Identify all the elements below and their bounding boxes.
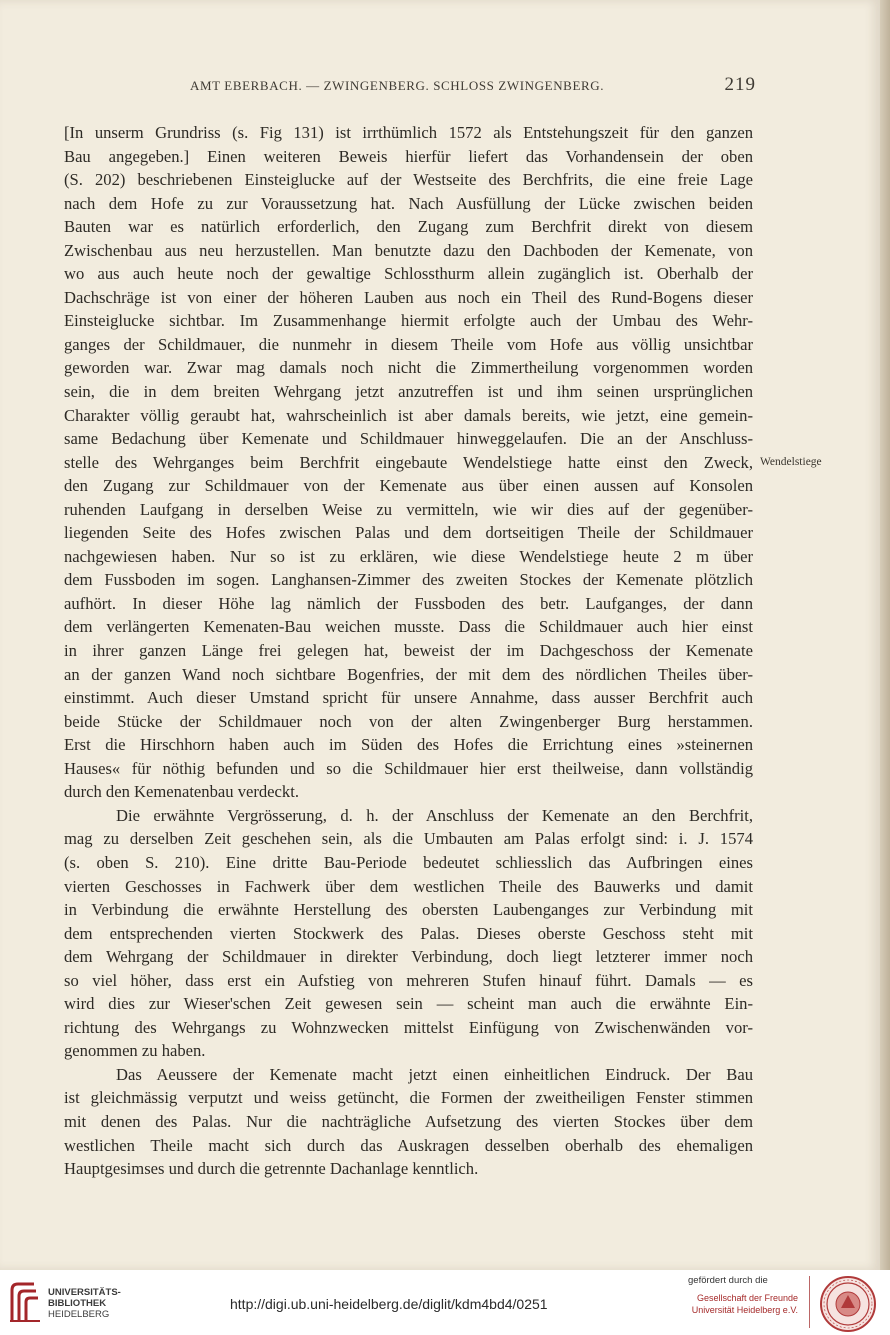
text-line: westlichen Theile macht sich durch das Auskragen desselben oberhalb des ehemaligen — [64, 1135, 753, 1155]
text-line: richtung des Wehrgangs zu Wohnzwecken mittelst Einfügung von Zwischenwänden vor- — [64, 1017, 753, 1037]
text-line: geworden war. Zwar mag damals noch nicht die Zimmertheilung vorgenommen worden — [64, 358, 753, 378]
text-line: nachgewiesen haben. Nur so ist zu erklären, wie diese Wendelstiege heute 2 m über — [64, 546, 753, 566]
text-line: mag zu derselben Zeit geschehen sein, als die Umbauten am Palas erfolgt sind: i. J. 1574 — [64, 829, 753, 849]
text-line: mit denen des Palas. Nur die nachträgliche Aufsetzung des vierten Stockes über dem — [64, 1111, 753, 1131]
text-line: dem Fussboden im sogen. Langhansen-Zimmer des zweiten Stockes der Kemenate plötzlich — [64, 570, 753, 590]
library-name — [48, 1287, 121, 1320]
text-line: durch den Kemenatenbau verdeckt. — [64, 782, 299, 802]
text-line: so viel höher, dass erst ein Aufstieg von mehreren Stufen hinauf führt. Damals — es — [64, 970, 753, 990]
text-line: liegenden Seite des Hofes zwischen Palas und dem dortseitigen Theile der Schildmauer — [64, 523, 753, 543]
sponsor-name — [686, 1292, 798, 1316]
text-line: in ihrer ganzen Länge frei gelegen hat, beweist der im Dachgeschoss der Kemenate — [64, 641, 753, 661]
text-line: ganges der Schildmauer, die nunmehr in diesem Theile vom Hofe aus völlig unsichtbar — [64, 334, 753, 354]
text-line: (s. oben S. 210). Eine dritte Bau-Periode bedeutet schliesslich das Aufbringen eines — [64, 852, 753, 872]
text-line: stelle des Wehrganges beim Berchfrit eingebaute Wendelstiege hatte einst den Zweck, — [64, 452, 753, 472]
text-line: nach dem Hofe zu zur Voraussetzung hat. Nach Ausfüllung der Lücke zwischen beiden — [64, 193, 753, 213]
library-name-line: HEIDELBERG — [48, 1309, 110, 1320]
page-number: 219 — [724, 74, 756, 95]
text-line: Hauses« für nöthig befunden und so die Schildmauer hier erst theilweise, dann vollständig — [64, 758, 753, 778]
sponsor-name-line: Universität Heidelberg e.V. — [691, 1305, 798, 1315]
university-seal-icon — [819, 1275, 877, 1333]
text-line: (S. 202) beschriebenen Einsteiglucke auf der Westseite des Berchfrits, die eine freie Lage — [64, 170, 753, 190]
text-line: dem entsprechenden vierten Stockwerk des Palas. Dieses oberste Geschoss steht mit — [64, 923, 753, 943]
library-logo-icon — [8, 1280, 42, 1324]
text-line: Bauten war es natürlich erforderlich, den Zugang zum Berchfrit direkt von diesem — [64, 217, 753, 237]
paragraph-1 — [64, 121, 753, 804]
text-line: Das Aeussere der Kemenate macht jetzt einen einheitlichen Eindruck. Der Bau — [116, 1064, 753, 1084]
library-name-line: UNIVERSITÄTS- — [48, 1287, 121, 1298]
text-line: dem verlängerten Kemenaten-Bau weichen musste. Dass die Schildmauer auch hier einst — [64, 617, 753, 637]
text-line: wo aus auch heute noch der gewaltige Schlossthurm allein zugänglich ist. Oberhalb der — [64, 264, 753, 284]
page-edge — [880, 0, 890, 1270]
sponsor-name-line: Gesellschaft der Freunde — [696, 1293, 798, 1303]
text-line: Zwischenbau aus neu herzustellen. Man benutzte dazu den Dachboden der Kemenate, von — [64, 240, 753, 260]
text-line: Erst die Hirschhorn haben auch im Süden des Hofes die Errichtung eines »steinernen — [64, 735, 753, 755]
text-line: Charakter völlig geraubt hat, wahrscheinlich ist aber damals bereits, wie jetzt, eine gemein- — [64, 405, 753, 425]
text-line: Einsteiglucke sichtbar. Im Zusammenhange hiermit erfolgte auch der Umbau des Wehr- — [64, 311, 753, 331]
text-line: beide Stücke der Schildmauer noch von der alten Zwingenberger Burg herstammen. — [64, 711, 753, 731]
paragraph-2 — [64, 804, 753, 1063]
margin-note: Wendelstiege — [760, 456, 822, 468]
sponsor-label: gefördert durch die — [688, 1275, 768, 1286]
sponsor-divider — [809, 1276, 810, 1328]
library-name-line: BIBLIOTHEK — [48, 1298, 107, 1309]
paragraph-3 — [64, 1063, 753, 1181]
text-line: ist gleichmässig verputzt und weiss getüncht, die Formen der zweitheiligen Fenster stimmen — [64, 1088, 753, 1108]
text-line: in Verbindung die erwähnte Herstellung des obersten Laubenganges zur Verbindung mit — [64, 900, 753, 920]
text-line: Dachschräge ist von einer der höheren Lauben aus noch ein Theil des Rund-Bogens dieser — [64, 287, 753, 307]
text-line: wird dies zur Wieser'schen Zeit gewesen sein — scheint man auch die erwähnte Ein- — [64, 994, 753, 1014]
text-line: vierten Geschosses in Fachwerk über dem westlichen Theile des Bauwerks und damit — [64, 876, 753, 896]
text-line: den Zugang zur Schildmauer von der Kemenate aus über einen aussen auf Konsolen — [64, 476, 753, 496]
text-line: genommen zu haben. — [64, 1041, 206, 1061]
body-text — [64, 121, 753, 1181]
text-line: dem Wehrgang der Schildmauer in direkter Verbindung, doch liegt letzterer immer noch — [64, 947, 753, 967]
footer-bar — [0, 1270, 890, 1335]
text-line: Die erwähnte Vergrösserung, d. h. der Anschluss der Kemenate an den Berchfrit, — [116, 805, 753, 825]
text-line: an der ganzen Wand noch sichtbare Bogenfries, der mit dem des nördlichen Theiles über- — [64, 664, 753, 684]
text-line: same Bedachung über Kemenate und Schildmauer hinweggelaufen. Die an der Anschluss- — [64, 429, 753, 449]
text-line: [In unserm Grundriss (s. Fig 131) ist irrthümlich 1572 als Entstehungszeit für den ganzen — [64, 123, 753, 142]
running-title: AMT EBERBACH. — ZWINGENBERG. SCHLOSS ZWINGENBERG. — [190, 78, 605, 93]
text-line: sein, die in dem breiten Wehrgang jetzt anzutreffen ist und ihm seinen ursprünglichen — [64, 382, 753, 402]
running-header — [100, 74, 760, 102]
text-line: ruhenden Laufgang in derselben Weise zu vermitteln, wie wir dies auf der gegenüber- — [64, 499, 753, 519]
text-line: einstimmt. Auch dieser Umstand spricht für unsere Annahme, dass ausser Berchfrit auch — [64, 688, 753, 708]
text-line: aufhört. In dieser Höhe lag nämlich der Fussboden des betr. Laufganges, der dann — [64, 593, 753, 613]
text-line: Bau angegeben.] Einen weiteren Beweis hierfür liefert das Vorhandensein der oben — [64, 146, 753, 166]
text-line: Hauptgesimses und durch die getrennte Dachanlage kenntlich. — [64, 1159, 479, 1179]
permalink-url[interactable]: http://digi.ub.uni-heidelberg.de/diglit/kdm4bd4/0251 — [230, 1296, 548, 1312]
